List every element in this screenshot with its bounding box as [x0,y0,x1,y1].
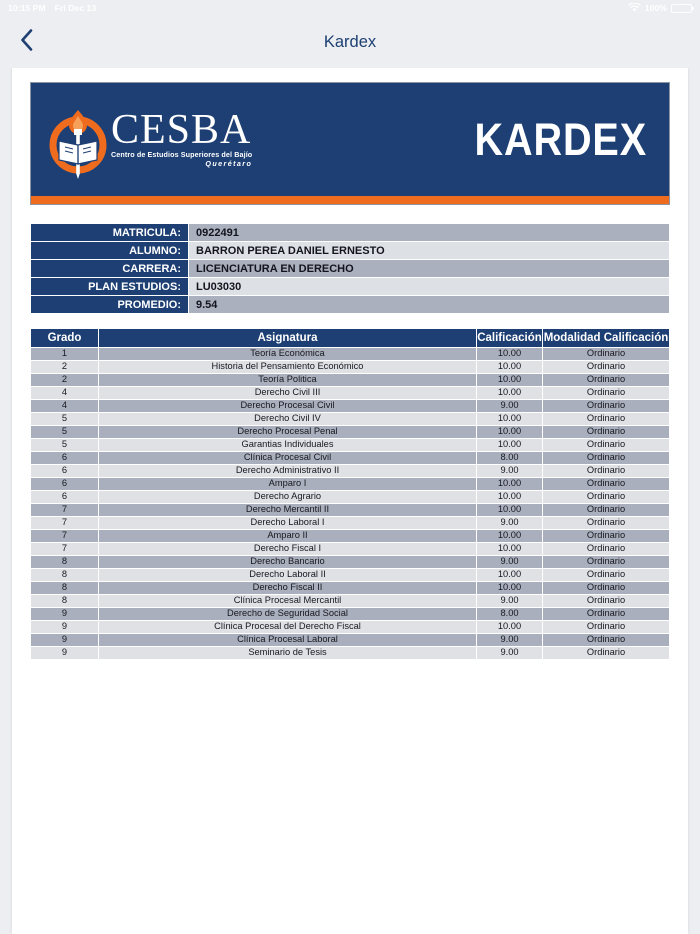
cell-modalidad: Ordinario [543,465,670,478]
info-value-promedio: 9.54 [189,296,670,314]
cesba-subtitle: Centro de Estudios Superiores del Bajío [111,149,253,159]
info-label-promedio: PROMEDIO: [31,296,189,314]
cell-modalidad: Ordinario [543,348,670,361]
cell-modalidad: Ordinario [543,595,670,608]
table-row [31,361,670,374]
document-header-band [30,82,670,196]
cell-calificacion: 9.00 [477,634,543,647]
cell-modalidad: Ordinario [543,504,670,517]
cell-grado: 4 [31,400,99,413]
cell-asignatura: Derecho Civil III [99,387,477,400]
cell-calificacion: 10.00 [477,387,543,400]
cell-grado: 6 [31,465,99,478]
info-label-plan-estudios: PLAN ESTUDIOS: [31,278,189,296]
cesba-logo [47,98,252,182]
battery-percentage-label: 100% [644,3,667,13]
table-row [31,569,670,582]
cell-modalidad: Ordinario [543,621,670,634]
chevron-left-icon [20,29,33,56]
cell-modalidad: Ordinario [543,634,670,647]
table-row [31,582,670,595]
cell-calificacion: 10.00 [477,439,543,452]
orange-accent-bar [30,196,670,205]
column-header-modalidad-calificacion: Modalidad Calificación [543,329,670,348]
cell-calificacion: 10.00 [477,374,543,387]
cell-calificacion: 10.00 [477,413,543,426]
cell-modalidad: Ordinario [543,439,670,452]
cell-grado: 7 [31,543,99,556]
table-row [31,478,670,491]
cell-calificacion: 10.00 [477,491,543,504]
cell-calificacion: 10.00 [477,478,543,491]
info-label-matricula: MATRICULA: [31,224,189,242]
table-row [31,556,670,569]
table-row [31,621,670,634]
cell-grado: 5 [31,426,99,439]
info-value-matricula: 0922491 [189,224,670,242]
cell-calificacion: 10.00 [477,582,543,595]
cell-modalidad: Ordinario [543,400,670,413]
table-row [31,465,670,478]
status-bar-time: 10:15 PM [8,3,46,13]
cell-modalidad: Ordinario [543,413,670,426]
cell-grado: 9 [31,608,99,621]
grades-table-body [31,348,670,660]
cell-asignatura: Amparo II [99,530,477,543]
cesba-wordmark: CESBA [111,106,252,153]
cell-asignatura: Derecho Administrativo II [99,465,477,478]
info-value-carrera: LICENCIATURA EN DERECHO [189,260,670,278]
cell-asignatura: Clínica Procesal Laboral [99,634,477,647]
info-value-alumno: BARRON PEREA DANIEL ERNESTO [189,242,670,260]
wifi-icon [628,3,641,14]
cell-grado: 7 [31,504,99,517]
cell-grado: 8 [31,569,99,582]
cell-modalidad: Ordinario [543,517,670,530]
cell-grado: 5 [31,439,99,452]
cell-calificacion: 10.00 [477,426,543,439]
cell-asignatura: Derecho Fiscal II [99,582,477,595]
column-header-asignatura: Asignatura [99,329,477,348]
cell-modalidad: Ordinario [543,556,670,569]
cell-grado: 9 [31,634,99,647]
cell-asignatura: Amparo I [99,478,477,491]
cell-calificacion: 9.00 [477,400,543,413]
cell-modalidad: Ordinario [543,361,670,374]
cell-modalidad: Ordinario [543,543,670,556]
cell-calificacion: 10.00 [477,530,543,543]
table-row [31,517,670,530]
cell-calificacion: 8.00 [477,452,543,465]
info-row-matricula [31,224,670,242]
cesba-city: Querétaro [205,159,253,169]
cell-calificacion: 10.00 [477,569,543,582]
cell-asignatura: Teoría Económica [99,348,477,361]
info-value-plan-estudios: LU03030 [189,278,670,296]
grades-table-header-row [31,329,670,348]
cell-asignatura: Derecho de Seguridad Social [99,608,477,621]
cell-calificacion: 9.00 [477,647,543,660]
cell-asignatura: Teoría Politica [99,374,477,387]
cell-calificacion: 10.00 [477,543,543,556]
cell-modalidad: Ordinario [543,478,670,491]
cell-calificacion: 8.00 [477,608,543,621]
info-row-promedio [31,296,670,314]
column-header-calificacion: Calificación [477,329,543,348]
cell-asignatura: Clínica Procesal Civil [99,452,477,465]
cell-grado: 8 [31,595,99,608]
cell-modalidad: Ordinario [543,452,670,465]
cell-modalidad: Ordinario [543,582,670,595]
status-bar-date: Fri Dec 13 [54,3,97,13]
cell-asignatura: Derecho Fiscal I [99,543,477,556]
cell-modalidad: Ordinario [543,387,670,400]
cell-grado: 6 [31,452,99,465]
cell-grado: 7 [31,517,99,530]
cell-grado: 9 [31,621,99,634]
cell-asignatura: Derecho Procesal Penal [99,426,477,439]
cell-asignatura: Derecho Civil IV [99,413,477,426]
cell-grado: 6 [31,491,99,504]
cell-calificacion: 10.00 [477,621,543,634]
table-row [31,426,670,439]
status-bar [0,0,700,16]
cell-asignatura: Seminario de Tesis [99,647,477,660]
info-label-alumno: ALUMNO: [31,242,189,260]
info-label-carrera: CARRERA: [31,260,189,278]
cell-asignatura: Derecho Laboral I [99,517,477,530]
cell-asignatura: Derecho Laboral II [99,569,477,582]
table-row [31,543,670,556]
cell-grado: 5 [31,413,99,426]
cell-asignatura: Derecho Mercantil II [99,504,477,517]
cell-calificacion: 9.00 [477,595,543,608]
cell-grado: 6 [31,478,99,491]
info-row-alumno [31,242,670,260]
cell-asignatura: Clínica Procesal del Derecho Fiscal [99,621,477,634]
navigation-bar [0,16,700,68]
cell-calificacion: 10.00 [477,504,543,517]
cell-modalidad: Ordinario [543,647,670,660]
cell-grado: 9 [31,647,99,660]
table-row [31,400,670,413]
document-title-kardex: KARDEX [474,113,647,165]
cell-asignatura: Derecho Bancario [99,556,477,569]
status-bar-right-group [628,3,692,14]
cell-grado: 2 [31,361,99,374]
table-row [31,374,670,387]
kardex-document-card [12,68,688,934]
table-row [31,439,670,452]
cesba-logo-text [111,106,253,170]
table-row [31,634,670,647]
cell-calificacion: 9.00 [477,465,543,478]
table-row [31,504,670,517]
table-row [31,387,670,400]
cell-asignatura: Derecho Agrario [99,491,477,504]
cell-grado: 8 [31,556,99,569]
grades-table [30,328,670,660]
cell-calificacion: 10.00 [477,361,543,374]
table-row [31,595,670,608]
document-scroll-area[interactable] [0,68,700,934]
cell-asignatura: Derecho Procesal Civil [99,400,477,413]
cell-grado: 7 [31,530,99,543]
table-row [31,647,670,660]
table-row [31,608,670,621]
cell-grado: 4 [31,387,99,400]
table-row [31,452,670,465]
back-button[interactable] [4,20,48,64]
column-header-grado: Grado [31,329,99,348]
battery-icon [671,4,692,13]
cell-grado: 1 [31,348,99,361]
cell-modalidad: Ordinario [543,491,670,504]
page-title: Kardex [323,32,377,51]
cell-asignatura: Clínica Procesal Mercantil [99,595,477,608]
table-row [31,491,670,504]
info-row-carrera [31,260,670,278]
cell-grado: 8 [31,582,99,595]
cell-calificacion: 10.00 [477,348,543,361]
student-info-table [30,223,670,314]
cell-modalidad: Ordinario [543,426,670,439]
torch-book-emblem-icon [47,98,109,182]
cell-modalidad: Ordinario [543,374,670,387]
cell-calificacion: 9.00 [477,517,543,530]
table-row [31,348,670,361]
table-row [31,530,670,543]
cell-grado: 2 [31,374,99,387]
cell-asignatura: Historia del Pensamiento Económico [99,361,477,374]
cell-modalidad: Ordinario [543,530,670,543]
table-row [31,413,670,426]
cell-modalidad: Ordinario [543,569,670,582]
info-row-plan-estudios [31,278,670,296]
cell-modalidad: Ordinario [543,608,670,621]
cell-asignatura: Garantias Individuales [99,439,477,452]
cell-calificacion: 9.00 [477,556,543,569]
